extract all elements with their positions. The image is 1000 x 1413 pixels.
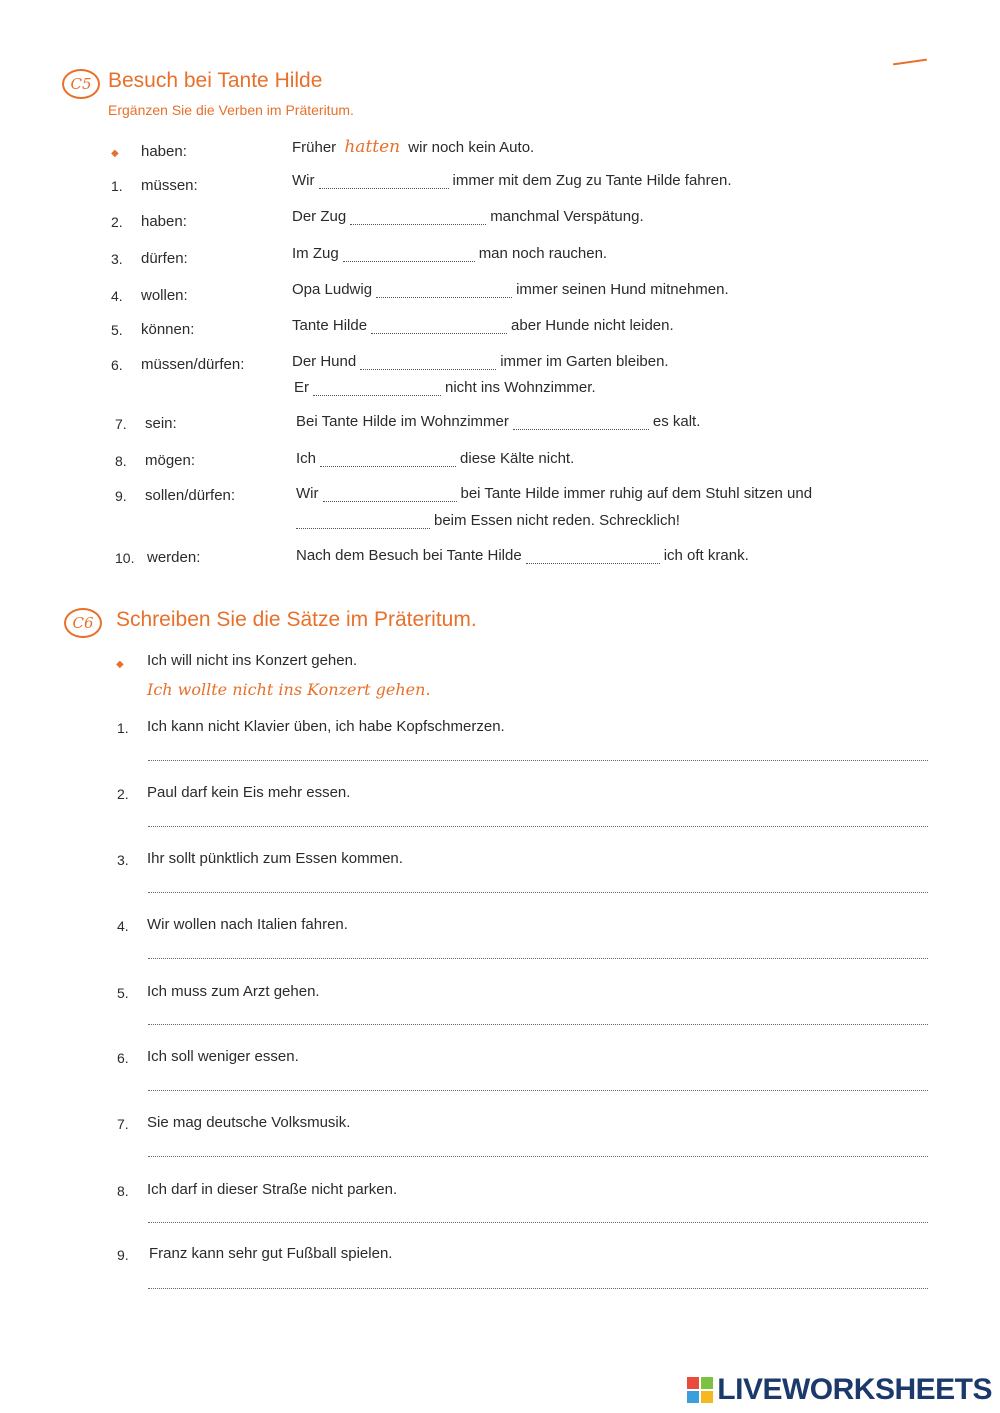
answer-line-input-7[interactable] [148,1138,928,1157]
sentence-end: beim Essen nicht reden. Schrecklich! [434,512,680,529]
logo-cube-cell [687,1391,699,1403]
sentence-end: aber Hunde nicht leiden. [511,317,674,334]
c5-title: Besuch bei Tante Hilde [108,69,323,92]
sentence-start: Nach dem Besuch bei Tante Hilde [296,547,522,564]
example-answer: hatten [344,137,401,157]
c5-item-verb: werden: [147,549,201,566]
c5-example-verb: haben: [141,143,187,160]
answer-line-input-2[interactable] [148,808,928,827]
answer-line-input-4[interactable] [148,940,928,959]
logo-cube-cell [701,1377,713,1389]
sentence-end: nicht ins Wohnzimmer. [445,379,596,396]
c5-item-sentence [296,413,700,430]
c5-item-sentence [292,172,732,189]
c5-item-verb: mögen: [145,452,196,469]
sentence-start: Ich [296,450,317,467]
example-bullet-icon: ◆ [116,659,124,670]
blank-input-5[interactable] [371,319,507,334]
c5-item-number: 4. [111,288,123,304]
c5-item-verb: müssen: [141,177,198,194]
c5-item-verb: haben: [141,213,187,230]
c5-item-verb: wollen: [141,287,188,304]
blank-input-2[interactable] [350,210,486,225]
c5-item-number: 3. [111,251,123,267]
c5-item-sentence [296,547,749,564]
logo-cube-cell [701,1391,713,1403]
c6-item-number: 7. [117,1116,129,1132]
c6-item-sentence: Ihr sollt pünktlich zum Essen kommen. [147,850,403,867]
c6-item-number: 3. [117,852,129,868]
c6-item-sentence: Franz kann sehr gut Fußball spielen. [149,1245,393,1262]
c6-item-number: 6. [117,1050,129,1066]
c6-item-sentence: Ich kann nicht Klavier üben, ich habe Kopfschmerzen. [147,718,505,735]
blank-input-8[interactable] [320,452,456,467]
c5-item-number: 1. [111,178,123,194]
c6-item-number: 9. [117,1247,129,1263]
sentence-end: diese Kälte nicht. [460,450,575,467]
c5-item-verb: dürfen: [141,250,188,267]
c6-example-sentence: Ich will nicht ins Konzert gehen. [147,652,358,669]
sentence-end: immer mit dem Zug zu Tante Hilde fahren. [452,172,732,189]
sentence-end: wir noch kein Auto. [408,139,535,156]
c6-item-sentence: Sie mag deutsche Volksmusik. [147,1114,351,1131]
c5-item-number: 8. [115,453,127,469]
c6-item-number: 8. [117,1183,129,1199]
sentence-start: Wir [296,485,319,502]
example-bullet-icon: ◆ [111,148,119,159]
blank-input-6b[interactable] [313,381,441,396]
sentence-end: manchmal Verspätung. [490,208,644,225]
c6-item-sentence: Paul darf kein Eis mehr essen. [147,784,351,801]
sentence-start: Der Hund [292,353,357,370]
sentence-end: es kalt. [652,413,701,430]
blank-input-6a[interactable] [360,355,496,370]
c5-item-verb: sein: [145,415,177,432]
c6-badge: C6 [64,608,102,638]
c5-item-number: 10. [115,550,135,566]
blank-input-4[interactable] [376,283,512,298]
sentence-start: Opa Ludwig [292,281,373,298]
c5-item-number: 2. [111,214,123,230]
c6-item-number: 1. [117,720,129,736]
c5-item-number: 9. [115,488,127,504]
sentence-start: Er [294,379,309,396]
logo-cube-icon [687,1377,713,1403]
c5-item-sentence [296,485,812,502]
c6-example-answer: Ich wollte nicht ins Konzert gehen. [147,680,431,699]
c6-item-sentence: Wir wollen nach Italien fahren. [147,916,348,933]
blank-input-10[interactable] [526,549,660,564]
logo-cube-cell [687,1377,699,1389]
c6-item-number: 5. [117,985,129,1001]
c6-item-number: 4. [117,918,129,934]
c5-item-sentence-line2 [294,379,596,396]
sentence-end: immer im Garten bleiben. [500,353,669,370]
c5-item-sentence [292,353,669,370]
c6-item-sentence: Ich darf in dieser Straße nicht parken. [147,1181,398,1198]
answer-line-input-6[interactable] [148,1072,928,1091]
c6-item-sentence: Ich muss zum Arzt gehen. [147,983,320,1000]
sentence-start: Wir [292,172,315,189]
sentence-end: immer seinen Hund mitnehmen. [516,281,729,298]
c5-example-sentence [292,137,534,157]
c5-item-number: 5. [111,322,123,338]
answer-line-input-1[interactable] [148,742,928,761]
sentence-start: Tante Hilde [292,317,368,334]
blank-input-9b[interactable] [296,514,430,529]
c6-item-sentence: Ich soll weniger essen. [147,1048,299,1065]
c5-item-sentence [296,450,574,467]
corner-decoration [893,59,927,66]
c6-item-number: 2. [117,786,129,802]
sentence-start: Bei Tante Hilde im Wohnzimmer [296,413,509,430]
answer-line-input-8[interactable] [148,1204,928,1223]
c5-item-number: 7. [115,416,127,432]
sentence-end: ich oft krank. [663,547,749,564]
sentence-end: bei Tante Hilde immer ruhig auf dem Stuhl sitzen und [460,485,813,502]
answer-line-input-9[interactable] [148,1270,928,1289]
c5-item-sentence [292,317,674,334]
c5-item-verb: sollen/dürfen: [145,487,236,504]
blank-input-9a[interactable] [323,487,457,502]
blank-input-3[interactable] [343,247,475,262]
c5-item-verb: können: [141,321,195,338]
sentence-start: Im Zug [292,245,339,262]
logo-text: LIVEWORKSHEETS [717,1373,992,1406]
c5-item-sentence-line2 [296,512,680,529]
answer-line-input-5[interactable] [148,1006,928,1025]
c6-title: Schreiben Sie die Sätze im Präteritum. [116,608,477,631]
sentence-start: Der Zug [292,208,347,225]
sentence-end: man noch rauchen. [478,245,608,262]
answer-line-input-3[interactable] [148,874,928,893]
c5-item-sentence [292,281,729,298]
sentence-start: Früher [292,139,337,156]
c5-item-number: 6. [111,357,123,373]
c5-badge: C5 [62,69,100,99]
c5-item-verb: müssen/dürfen: [141,356,245,373]
blank-input-7[interactable] [513,415,649,430]
blank-input-1[interactable] [319,174,449,189]
c5-item-sentence [292,245,607,262]
liveworksheets-logo [687,1373,992,1407]
c5-item-sentence [292,208,644,225]
c5-subtitle: Ergänzen Sie die Verben im Präteritum. [108,102,354,118]
